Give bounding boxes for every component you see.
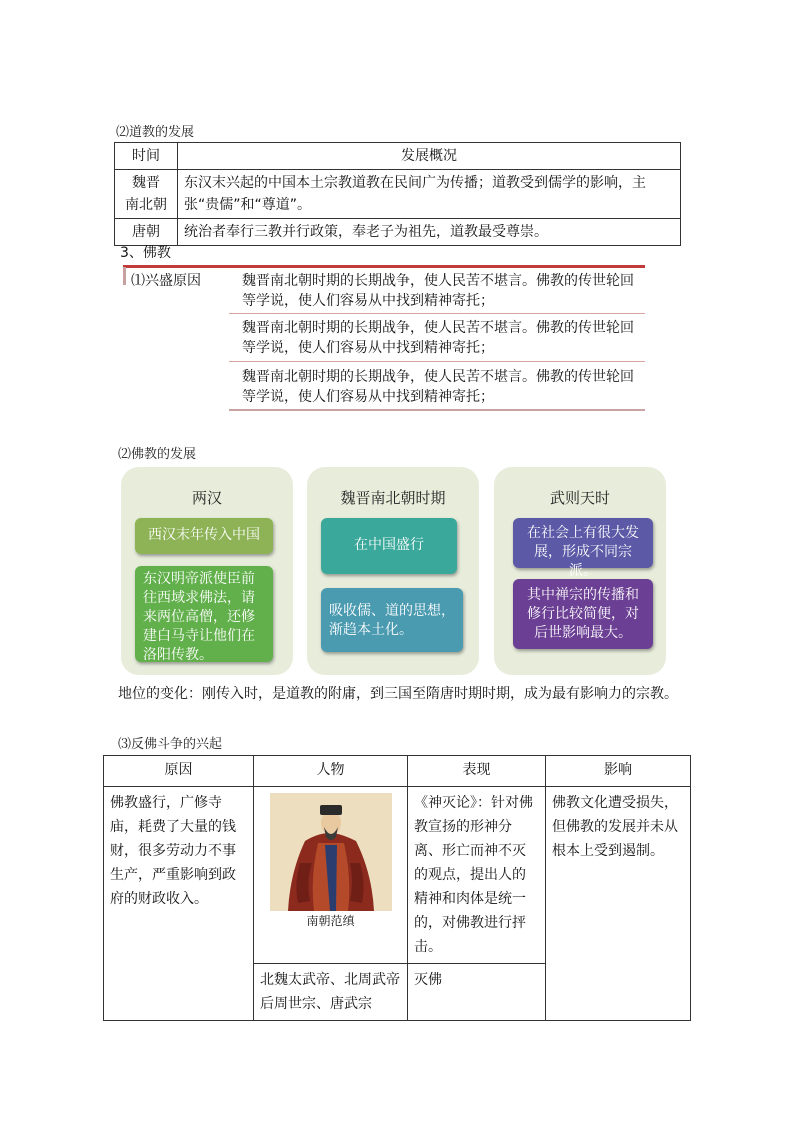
persons-cell: 北魏太武帝、北周武帝后周世宗、唐武宗 [254,964,408,1021]
time-line1: 魏晋 [132,175,160,191]
card-box-secondary: 吸收儒、道的思想，渐趋本土化。 [321,588,463,652]
row-time-weijin [115,170,178,219]
reason-item: 魏晋南北朝时期的长期战争，使人民苦不堪言。佛教的传世轮回等学说，使人们容易从中找到精神寄托； [242,320,634,356]
row-time-tang: 唐朝 [115,219,178,246]
performance-cell: 灭佛 [408,964,546,1021]
divider-line [229,361,645,362]
card-box-secondary: 其中禅宗的传播和修行比较简便，对后世影响最大。 [513,579,653,649]
taoism-table [114,142,681,246]
taoism-section-title: ⑵道教的发展 [116,125,195,140]
table-row [104,787,691,964]
divider-line [123,265,645,268]
divider-line [229,409,645,411]
fan-zhen-portrait [270,793,392,911]
header-performance: 表现 [408,756,546,787]
anti-buddhism-table [103,755,691,1021]
reason-item: 魏晋南北朝时期的长期战争，使人民苦不堪言。佛教的传世轮回等学说，使人们容易从中找到精神寄托； [242,369,634,405]
card-wuzetian [494,467,666,675]
status-change-text: 地位的变化：刚传入时，是道教的附庸，到三国至隋唐时期时期，成为最有影响力的宗教。 [118,686,678,702]
rise-reason-label: ⑴兴盛原因 [131,273,201,289]
header-overview: 发展概况 [178,143,681,170]
card-box-secondary: 东汉明帝派使臣前往西域求佛法，请来两位高僧，还修建白马寺让他们在洛阳传教。 [135,566,273,662]
card-title: 两汉 [191,489,222,507]
impact-cell: 佛教文化遭受损失，但佛教的发展并未从根本上受到遏制。 [546,787,691,1021]
header-impact: 影响 [546,756,691,787]
row-desc-weijin: 东汉末兴起的中国本土宗教道教在民间广为传播；道教受到儒学的影响，主张“贵儒”和“尊道”。 [178,170,681,219]
time-line2: 南北朝 [125,197,167,213]
header-time: 时间 [115,143,178,170]
table-header-row [104,756,691,787]
performance-cell: 《神灭论》：针对佛教宣扬的形神分离、形亡而神不灭的观点，提出人的精神和肉体是统一的，对佛教进行抨击。 [408,787,546,964]
card-box-primary: 在中国盛行 [321,518,457,574]
portrait-caption: 南朝范缜 [306,914,355,928]
anti-buddhism-title: ⑶反佛斗争的兴起 [118,737,223,752]
reason-item: 魏晋南北朝时期的长期战争，使人民苦不堪言。佛教的传世轮回等学说，使人们容易从中找到精神寄托； [242,273,634,309]
development-title: ⑵佛教的发展 [118,447,197,462]
card-weijin [307,467,479,675]
person-image-cell [254,787,408,964]
label-accent-bar [123,267,126,285]
table-row [115,219,681,246]
cause-cell: 佛教盛行，广修寺庙，耗费了大量的钱财，很多劳动力不事生产，严重影响到政府的财政收入。 [104,787,254,1021]
card-box-primary: 在社会上有很大发展，形成不同宗派。 [513,518,653,568]
row-desc-tang: 统治者奉行三教并行政策，奉老子为祖先，道教最受尊崇。 [178,219,681,246]
buddhism-section-title: 3、佛教 [120,245,171,261]
card-title: 武则天时 [549,489,610,507]
header-person: 人物 [254,756,408,787]
card-han [121,467,293,675]
table-row [115,170,681,219]
divider-line [229,313,645,314]
table-header-row [115,143,681,170]
card-title: 魏晋南北朝时期 [340,489,446,507]
header-cause: 原因 [104,756,254,787]
card-box-primary: 西汉末年传入中国 [135,518,273,554]
